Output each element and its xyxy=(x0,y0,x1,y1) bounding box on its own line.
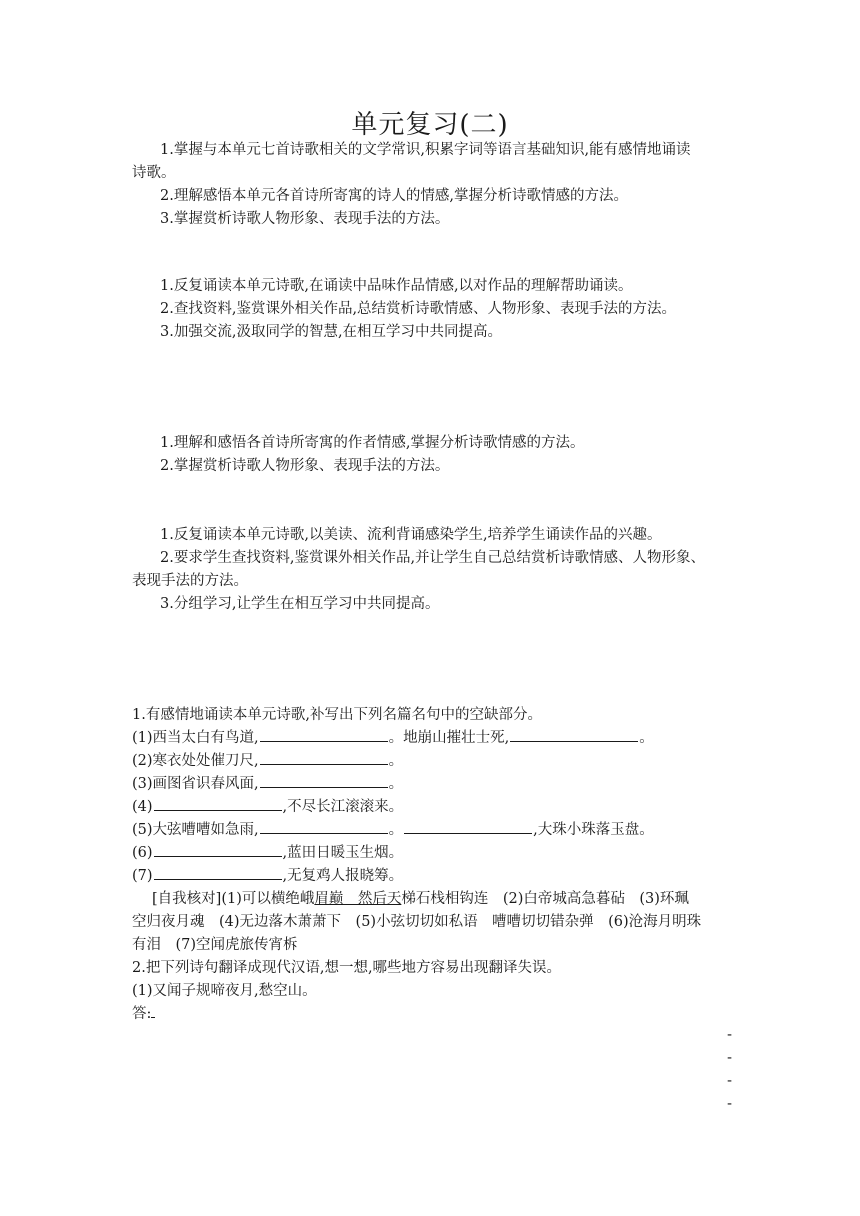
item-text: 。 xyxy=(388,776,404,792)
answer-input-line[interactable] xyxy=(151,1005,155,1018)
item-text: (6) xyxy=(132,845,153,861)
item-text: 。 xyxy=(388,753,404,769)
self-check-line-2: 空归夜月魂 (4)无边落木萧萧下 (5)小弦切切如私语 嘈嘈切切错杂弹 (6)沧海月明珠 xyxy=(132,914,702,930)
answer-blank[interactable] xyxy=(404,819,532,834)
item-text: 。 xyxy=(388,822,404,838)
exercise1-prompt: 1.有感情地诵读本单元诗歌,补写出下列名篇名句中的空缺部分。 xyxy=(132,707,542,723)
keypoint-line-2: 2.掌握赏析诗歌人物形象、表现手法的方法。 xyxy=(160,458,450,474)
item-text: ,蓝田日暖玉生烟。 xyxy=(282,845,404,861)
answer-blank[interactable] xyxy=(154,796,282,811)
exercise1-item-7 xyxy=(132,865,732,888)
answer-blank[interactable] xyxy=(260,819,388,834)
margin-dash: - xyxy=(727,1027,733,1043)
goal-line-2: 2.理解感悟本单元各首诗所寄寓的诗人的情感,掌握分析诗歌情感的方法。 xyxy=(160,188,628,204)
item-text: 。 xyxy=(639,730,654,746)
self-check-line-1 xyxy=(152,888,724,911)
exercise2-item-1: (1)又闻子规啼夜月,愁空山。 xyxy=(132,983,317,999)
item-text: (3)画图省识春风面, xyxy=(132,776,259,792)
exercise1-item-1 xyxy=(132,727,732,750)
exercise1-item-6 xyxy=(132,842,732,865)
goal-line-1-cont: 诗歌。 xyxy=(132,165,176,181)
answer-label: 答: xyxy=(132,1006,152,1022)
item-text: 。地崩山摧壮士死, xyxy=(388,730,510,746)
page-title: 单元复习(二) xyxy=(351,110,509,140)
exercise2-prompt: 2.把下列诗句翻译成现代汉语,想一想,哪些地方容易出现翻译失误。 xyxy=(132,960,562,976)
margin-dash: - xyxy=(727,1050,733,1066)
check-underlined-text: 眉巅 然后天 xyxy=(314,891,402,907)
answer-row xyxy=(132,1003,732,1026)
method-line-2: 2.要求学生查找资料,鉴赏课外相关作品,并让学生自己总结赏析诗歌情感、人物形象、 xyxy=(160,550,706,566)
check-text: [自我核对](1)可以横绝峨 xyxy=(152,891,315,907)
answer-blank[interactable] xyxy=(260,750,388,765)
item-text: (5)大弦嘈嘈如急雨, xyxy=(132,822,259,838)
margin-dash: - xyxy=(727,1073,733,1089)
item-text: (7) xyxy=(132,868,153,884)
process-line-3: 3.加强交流,汲取同学的智慧,在相互学习中共同提高。 xyxy=(160,324,503,340)
answer-blank[interactable] xyxy=(154,865,282,880)
exercise1-item-5 xyxy=(132,819,732,842)
goal-line-3: 3.掌握赏析诗歌人物形象、表现手法的方法。 xyxy=(160,211,450,227)
process-line-1: 1.反复诵读本单元诗歌,在诵读中品味作品情感,以对作品的理解帮助诵读。 xyxy=(160,278,633,294)
exercise1-item-4 xyxy=(132,796,732,819)
item-text: (4) xyxy=(132,799,153,815)
process-line-2: 2.查找资料,鉴赏课外相关作品,总结赏析诗歌情感、人物形象、表现手法的方法。 xyxy=(160,301,677,317)
keypoint-line-1: 1.理解和感悟各首诗所寄寓的作者情感,掌握分析诗歌情感的方法。 xyxy=(160,435,585,451)
exercise1-item-2 xyxy=(132,750,732,773)
item-text: ,无复鸡人报晓筹。 xyxy=(282,868,404,884)
margin-dash: - xyxy=(727,1096,733,1112)
check-text: 梯石栈相钩连 (2)白帝城高急暮砧 (3)环珮 xyxy=(401,891,689,907)
goal-line-1: 1.掌握与本单元七首诗歌相关的文学常识,积累字词等语言基础知识,能有感情地诵读 xyxy=(160,142,691,158)
item-text: ,大珠小珠落玉盘。 xyxy=(533,822,654,838)
method-line-1: 1.反复诵读本单元诗歌,以美读、流利背诵感染学生,培养学生诵读作品的兴趣。 xyxy=(160,527,662,543)
method-line-3: 3.分组学习,让学生在相互学习中共同提高。 xyxy=(160,596,440,612)
exercise1-item-3 xyxy=(132,773,732,796)
answer-blank[interactable] xyxy=(260,773,388,788)
item-text: (2)寒衣处处催刀尺, xyxy=(132,753,259,769)
method-line-2-cont: 表现手法的方法。 xyxy=(132,573,248,589)
item-text: ,不尽长江滚滚来。 xyxy=(282,799,404,815)
item-text: (1)西当太白有鸟道, xyxy=(132,730,259,746)
self-check-line-3: 有泪 (7)空闻虎旅传宵柝 xyxy=(132,937,298,953)
answer-blank[interactable] xyxy=(154,842,282,857)
answer-blank[interactable] xyxy=(510,727,638,742)
answer-blank[interactable] xyxy=(260,727,388,742)
